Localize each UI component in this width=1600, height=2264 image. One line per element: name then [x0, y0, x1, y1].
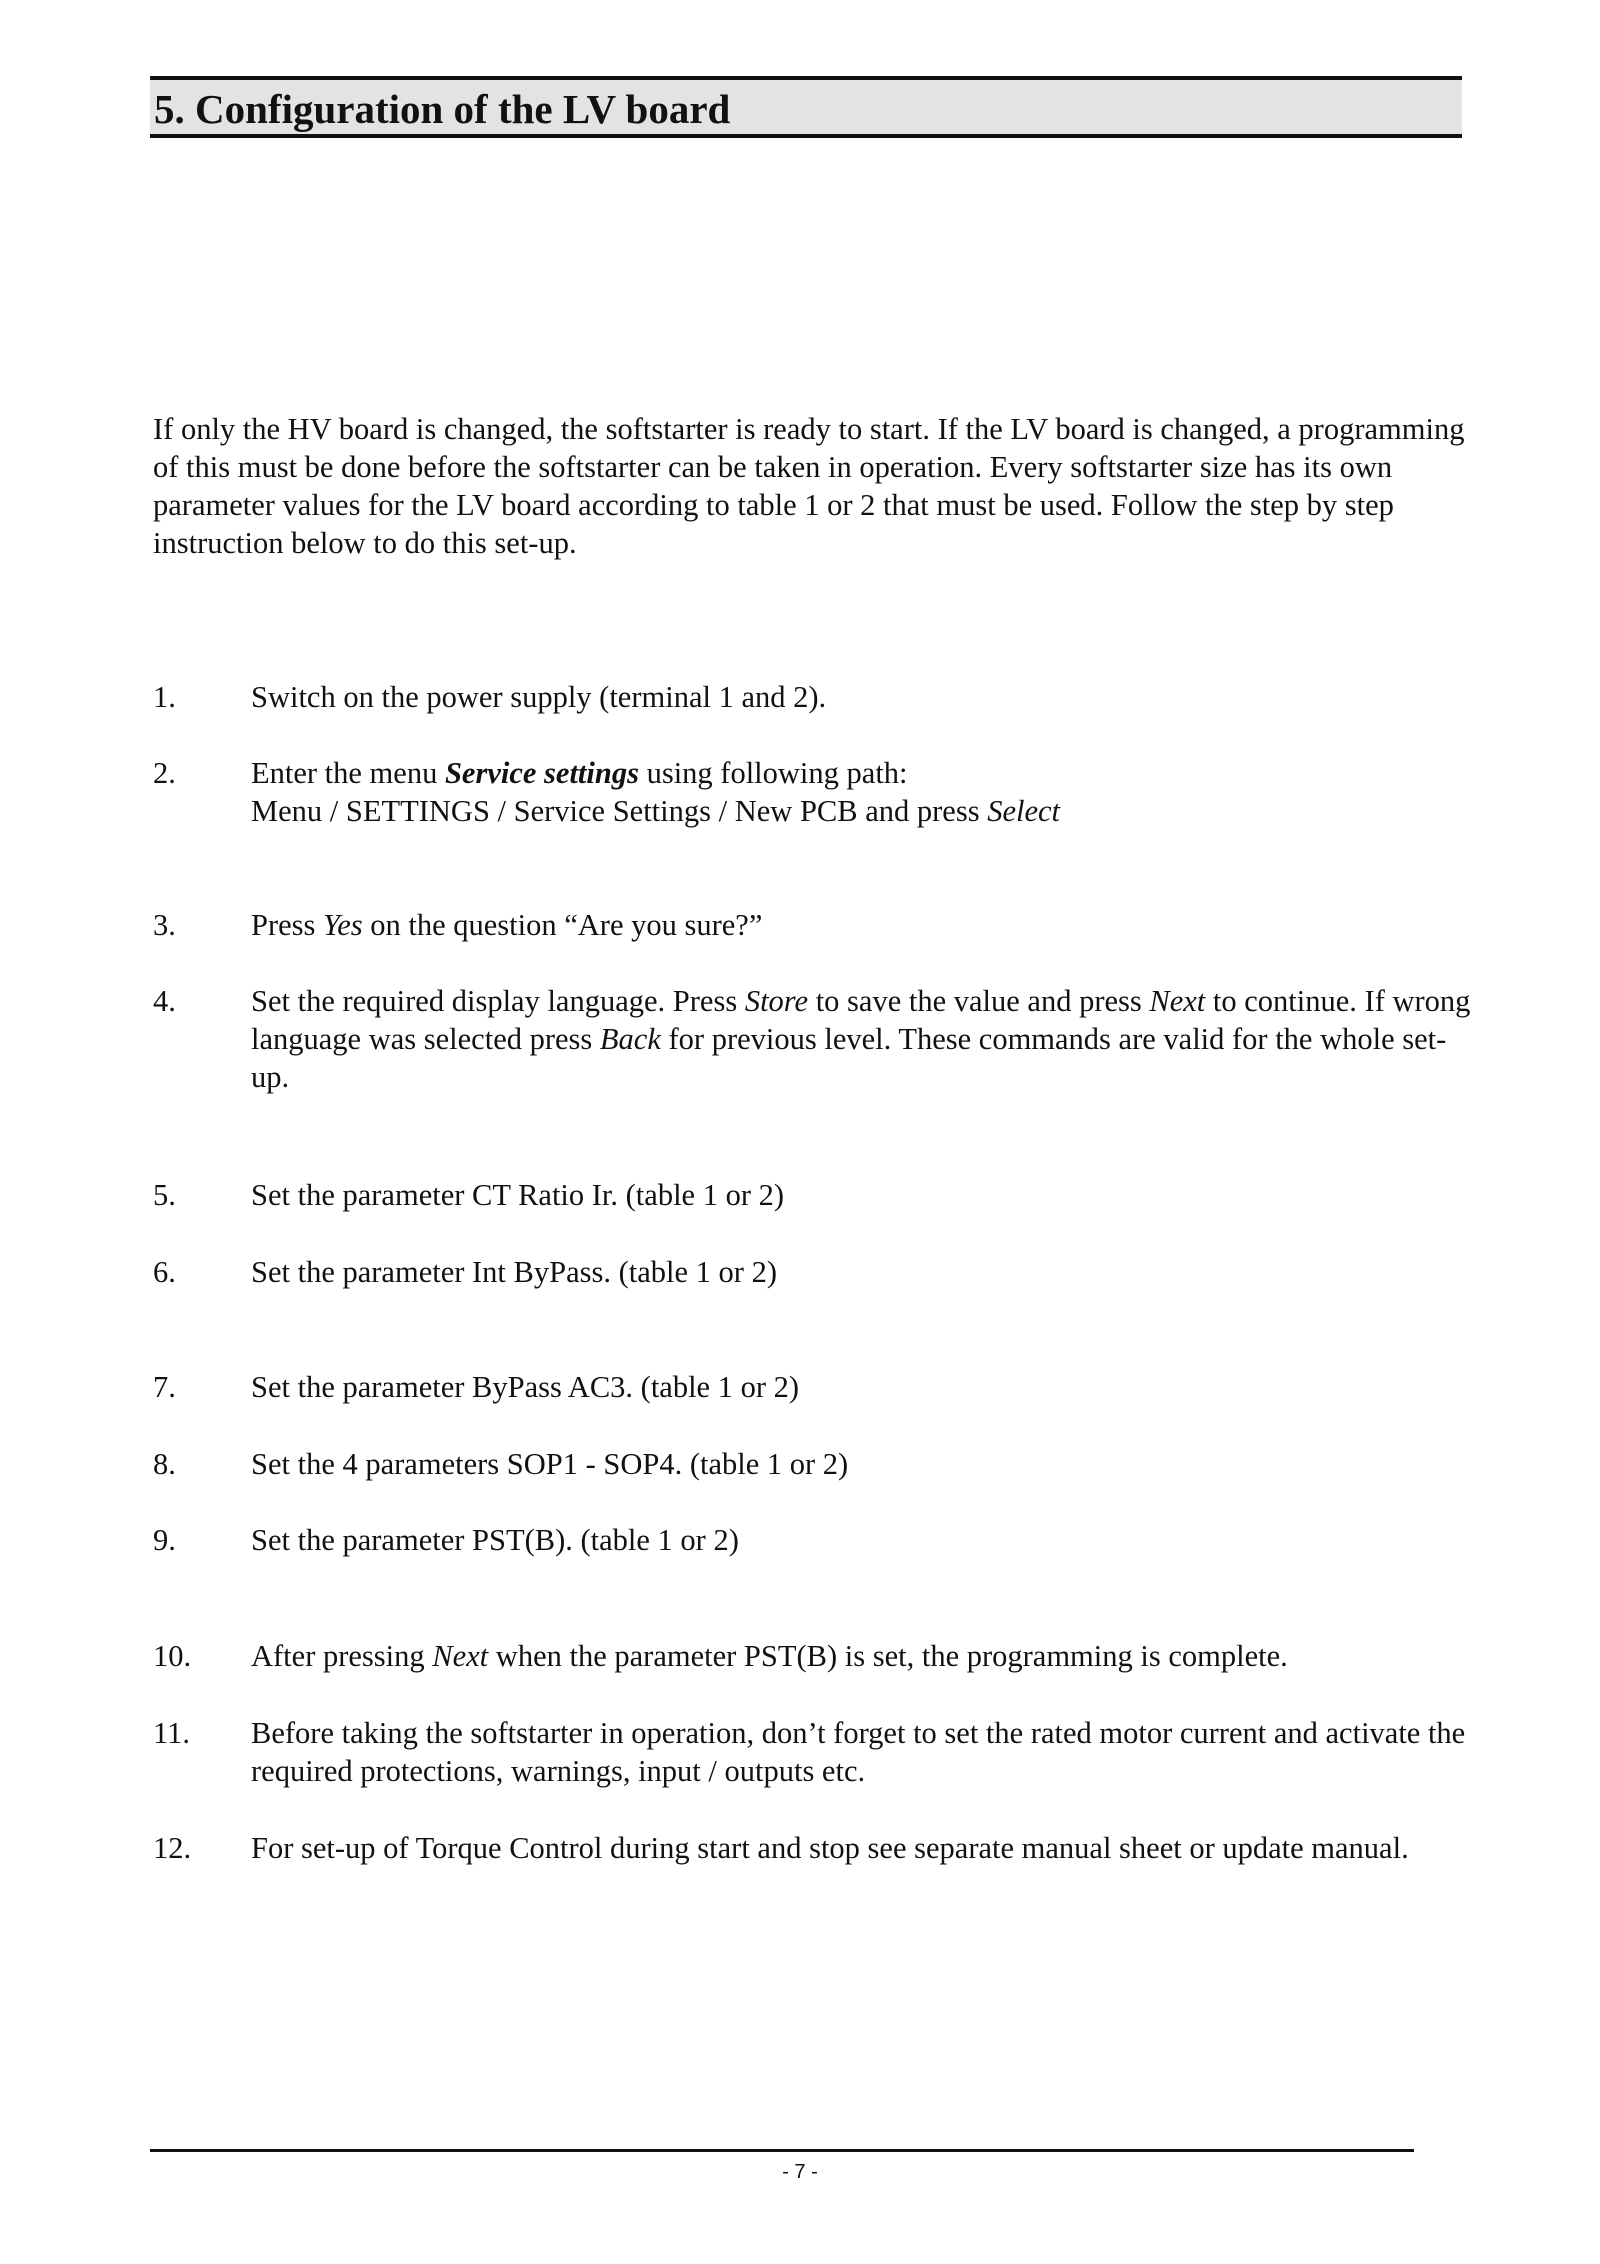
- step-number: 5.: [153, 1178, 176, 1212]
- step-4-part-c: to save the value and press: [808, 984, 1150, 1018]
- step-number: 7.: [153, 1370, 176, 1404]
- step-number: 12.: [153, 1831, 192, 1865]
- menu-path: Menu / SETTINGS / Service Settings / New PCB and press: [251, 794, 988, 828]
- select-term: Select: [987, 794, 1060, 828]
- section-header: [150, 76, 1462, 138]
- step-text: [251, 1253, 1473, 1291]
- step-7-text: Set the parameter ByPass AC3. (table 1 or 2): [251, 1370, 800, 1404]
- step-text: [251, 1445, 1473, 1483]
- step-text: [251, 906, 1473, 944]
- step-text: [251, 1521, 1473, 1559]
- step-2-post: using following path:: [638, 756, 908, 790]
- store-term: Store: [744, 984, 809, 1018]
- step-text: [251, 1368, 1473, 1406]
- step-2-line-1: [251, 754, 1473, 792]
- step-5-text: Set the parameter CT Ratio Ir. (table 1 or 2): [251, 1178, 785, 1212]
- step-6-text: Set the parameter Int ByPass. (table 1 or 2): [251, 1255, 777, 1289]
- step-4-part-a: Set the required display language. Press: [251, 984, 745, 1018]
- step-text: [251, 982, 1473, 1096]
- step-number: 9.: [153, 1523, 176, 1557]
- step-3-post: on the question “Are you sure?”: [362, 908, 763, 942]
- step-number: 10.: [153, 1639, 192, 1673]
- step-3-text: [251, 906, 1473, 944]
- step-text: [251, 1829, 1473, 1867]
- yes-term: Yes: [323, 908, 363, 942]
- step-number: 6.: [153, 1255, 176, 1289]
- intro-paragraph: If only the HV board is changed, the softstarter is ready to start. If the LV board is changed, a programming of this must be done before the softstarter can be taken in operation. Every softstarter size has its own parameter values for the LV board according to table 1 or 2 that must be used. Follow the step by step instruction below to do this set-up.: [153, 412, 1465, 560]
- next-term: Next: [1149, 984, 1206, 1018]
- step-number: 4.: [153, 984, 176, 1018]
- step-11-text: Before taking the softstarter in operation, don’t forget to set the rated motor current and activate the required protections, warnings, input / outputs etc.: [251, 1716, 1466, 1788]
- step-number: 11.: [153, 1716, 190, 1750]
- step-9-text: Set the parameter PST(B). (table 1 or 2): [251, 1523, 739, 1557]
- step-number: 8.: [153, 1447, 176, 1481]
- next-term: Next: [432, 1639, 489, 1673]
- step-2-pre: Enter the menu: [251, 756, 445, 790]
- step-number: 1.: [153, 680, 176, 714]
- step-10-post: when the parameter PST(B) is set, the programming is complete.: [488, 1639, 1288, 1673]
- service-settings-term: Service settings: [444, 756, 639, 790]
- step-number: 3.: [153, 908, 176, 942]
- step-8-text: Set the 4 parameters SOP1 - SOP4. (table 1 or 2): [251, 1447, 849, 1481]
- footer-divider: [150, 2149, 1414, 2152]
- step-10-pre: After pressing: [251, 1639, 433, 1673]
- step-1-text: Switch on the power supply (terminal 1 and 2).: [251, 680, 827, 714]
- back-term: Back: [599, 1022, 661, 1056]
- step-10-text: [251, 1637, 1473, 1675]
- step-number: 2.: [153, 756, 176, 790]
- step-text: [251, 1176, 1473, 1214]
- step-text: [251, 1714, 1473, 1790]
- step-text: [251, 754, 1473, 830]
- step-text: [251, 1637, 1473, 1675]
- step-12-text: For set-up of Torque Control during start and stop see separate manual sheet or update manual.: [251, 1831, 1409, 1865]
- section-title: 5. Configuration of the LV board: [154, 86, 731, 132]
- step-2-line-2: [251, 792, 1473, 830]
- page-number: - 7 -: [782, 2161, 818, 2183]
- step-3-pre: Press: [251, 908, 324, 942]
- step-4-part-g: for previous level. These commands are valid for the whole set-up.: [251, 1022, 1447, 1094]
- step-text: [251, 678, 1473, 716]
- step-4-part-e: to continue. If wrong language was selected press: [251, 984, 1471, 1056]
- step-4-text: [251, 982, 1473, 1096]
